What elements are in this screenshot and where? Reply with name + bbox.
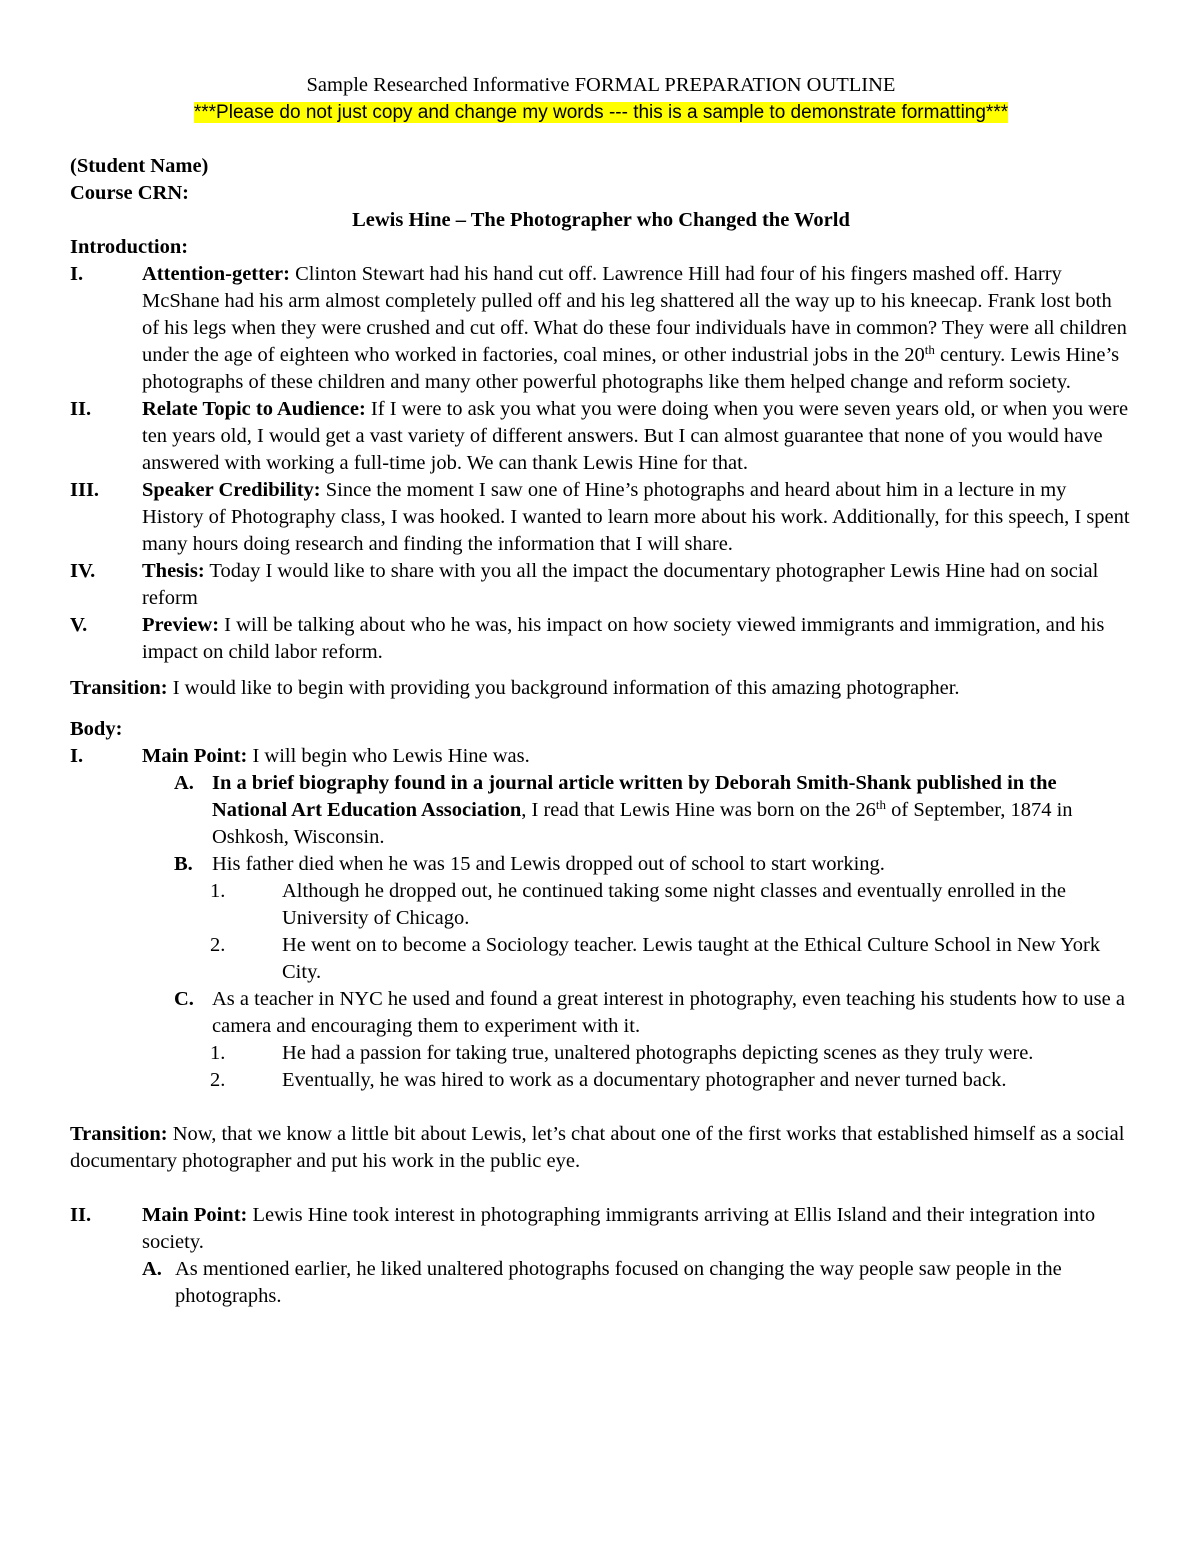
subpoint-letter: A. bbox=[174, 772, 194, 794]
superscript: th bbox=[875, 797, 887, 812]
subpoint-text: As a teacher in NYC he used and found a great interest in photography, even teaching his students how to use a camera and encouraging them to experiment with it. bbox=[212, 988, 1125, 1037]
main-point-2 bbox=[70, 1202, 1132, 1256]
warning-banner bbox=[70, 99, 1132, 126]
transition-text: Now, that we know a little bit about Lewis, let’s chat about one of the first works that established himself as a social documentary photographer and put his work in the public eye. bbox=[70, 1123, 1125, 1172]
sub-text: Although he dropped out, he continued taking some night classes and eventually enrolled in the University of Chicago. bbox=[282, 880, 1066, 929]
subpoint-text-cont: of September, 1874 in Oshkosh, Wisconsin. bbox=[212, 799, 1073, 848]
subpoint-text: His father died when he was 15 and Lewis dropped out of school to start working. bbox=[212, 853, 885, 875]
sub-number: 2. bbox=[210, 934, 226, 956]
main-point-label: Main Point: bbox=[142, 745, 248, 767]
item-number: V. bbox=[70, 614, 88, 636]
subpoint-text: , I read that Lewis Hine was born on the 26 bbox=[521, 799, 876, 821]
subpoint-1c-2 bbox=[70, 1067, 1132, 1094]
course-crn: Course CRN: bbox=[70, 182, 189, 204]
sub-number: 1. bbox=[210, 1042, 226, 1064]
intro-item-attention bbox=[70, 261, 1132, 396]
item-label: Relate Topic to Audience: bbox=[142, 398, 366, 420]
superscript: th bbox=[924, 342, 935, 357]
item-label: Preview: bbox=[142, 614, 220, 636]
item-label: Thesis: bbox=[142, 560, 205, 582]
item-label: Attention-getter: bbox=[142, 263, 290, 285]
body-heading: Body: bbox=[70, 718, 123, 740]
main-point-1 bbox=[70, 743, 1132, 770]
sub-number: 1. bbox=[210, 880, 226, 902]
document-title: Sample Researched Informative FORMAL PREPARATION OUTLINE bbox=[306, 74, 896, 96]
warning-text: ***Please do not just copy and change my words --- this is a sample to demonstrate formatting*** bbox=[193, 102, 1009, 123]
subpoint-1a bbox=[70, 770, 1132, 851]
sub-text: He had a passion for taking true, unaltered photographs depicting scenes as they truly were. bbox=[282, 1042, 1034, 1064]
main-point-text: Lewis Hine took interest in photographing immigrants arriving at Ellis Island and their integration into society. bbox=[142, 1204, 1096, 1253]
subpoint-1b bbox=[70, 851, 1132, 878]
intro-item-relate bbox=[70, 396, 1132, 477]
subpoint-1b-1 bbox=[70, 878, 1132, 932]
item-text: Today I would like to share with you all the impact the documentary photographer Lewis Hine had on social reform bbox=[142, 560, 1099, 609]
sub-number: 2. bbox=[210, 1069, 226, 1091]
sub-text: Eventually, he was hired to work as a documentary photographer and never turned back. bbox=[282, 1069, 1007, 1091]
item-number: II. bbox=[70, 398, 92, 420]
intro-item-credibility bbox=[70, 477, 1132, 558]
outline-page bbox=[70, 72, 1132, 1310]
sub-text: He went on to become a Sociology teacher. Lewis taught at the Ethical Culture School in New York City. bbox=[282, 934, 1101, 983]
subpoint-1b-2 bbox=[70, 932, 1132, 986]
subpoint-citation: In a brief biography found in a journal article written by Deborah Smith-Shank published in the National Art Education Association bbox=[212, 772, 1057, 821]
subpoint-1c bbox=[70, 986, 1132, 1040]
subpoint-1c-1 bbox=[70, 1040, 1132, 1067]
transition-label: Transition: bbox=[70, 677, 168, 699]
item-text-cont: century. Lewis Hine’s photographs of these children and many other powerful photographs like them helped change and reform society. bbox=[142, 344, 1120, 393]
item-number: III. bbox=[70, 479, 100, 501]
transition-text: I would like to begin with providing you background information of this amazing photographer. bbox=[167, 677, 960, 699]
item-number: I. bbox=[70, 263, 84, 285]
item-number: I. bbox=[70, 745, 84, 767]
item-label: Speaker Credibility: bbox=[142, 479, 321, 501]
intro-heading: Introduction: bbox=[70, 236, 189, 258]
item-number: IV. bbox=[70, 560, 96, 582]
subpoint-letter: C. bbox=[174, 988, 194, 1010]
item-text: If I were to ask you what you were doing when you were seven years old, or when you were ten years old, I would get a vast variety of different answers. But I can almost guarantee that none of you would have answered with working a full-time job. We can thank Lewis Hine for that. bbox=[142, 398, 1129, 474]
subpoint-2a bbox=[70, 1256, 1132, 1310]
subpoint-letter: A. bbox=[142, 1258, 162, 1280]
item-number: II. bbox=[70, 1204, 92, 1226]
item-text: I will be talking about who he was, his impact on how society viewed immigrants and immigration, and his impact on child labor reform. bbox=[142, 614, 1105, 663]
transition-1 bbox=[70, 675, 1132, 702]
transition-2 bbox=[70, 1121, 1132, 1175]
subpoint-text: As mentioned earlier, he liked unaltered photographs focused on changing the way people saw people in the photographs. bbox=[175, 1258, 1062, 1307]
speech-title: Lewis Hine – The Photographer who Changed the World bbox=[352, 209, 850, 231]
item-text: Clinton Stewart had his hand cut off. Lawrence Hill had four of his fingers mashed off. Harry McShane had his arm almost completely pulled off and his leg shattered all the way up to his kneecap. Frank lost both of his legs when they were crushed and cut off. What do these four individuals have in common? They were all children under the age of eighteen who worked in factories, coal mines, or other industrial jobs in the 20 bbox=[142, 263, 1127, 366]
student-name: (Student Name) bbox=[70, 155, 209, 177]
main-point-label: Main Point: bbox=[142, 1204, 248, 1226]
main-point-text: I will begin who Lewis Hine was. bbox=[247, 745, 530, 767]
intro-item-thesis bbox=[70, 558, 1132, 612]
transition-label: Transition: bbox=[70, 1123, 168, 1145]
subpoint-letter: B. bbox=[174, 853, 193, 875]
intro-item-preview bbox=[70, 612, 1132, 666]
item-text: Since the moment I saw one of Hine’s photographs and heard about him in a lecture in my History of Photography class, I was hooked. I wanted to learn more about his work. Additionally, for this speech, I spent many hours doing research and finding the information that I will share. bbox=[142, 479, 1130, 555]
